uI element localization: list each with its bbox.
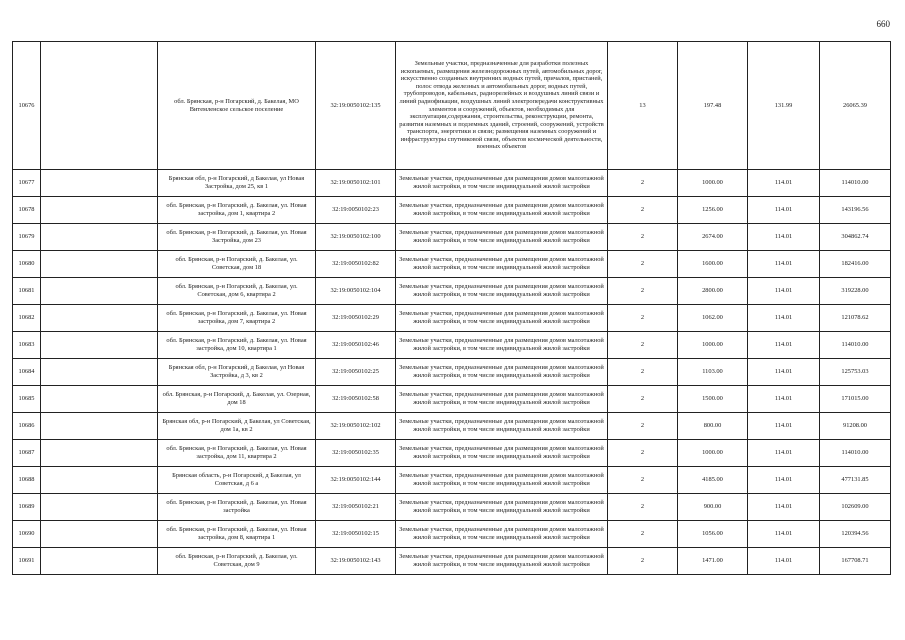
cell-code: 2 [608,413,678,440]
cell-rate: 114.01 [748,197,820,224]
cell-code: 2 [608,548,678,575]
cell-value: 304862.74 [820,224,891,251]
cell-empty [41,494,158,521]
cell-code: 2 [608,251,678,278]
cell-id: 10689 [13,494,41,521]
cell-area: 1471.00 [678,548,748,575]
cell-address: обл. Брянская, р-н Погарский, д. Бакелая, ул. Советская, дом 18 [158,251,316,278]
cell-area: 1256.00 [678,197,748,224]
cell-value: 125753.03 [820,359,891,386]
cell-value: 319228.00 [820,278,891,305]
cell-area: 4185.00 [678,467,748,494]
cell-address: обл. Брянская, р-н Погарский, д. Бакелая, ул. Новая застройка, дом 1, квартира 2 [158,197,316,224]
cell-empty [41,386,158,413]
cell-code: 2 [608,494,678,521]
cell-value: 143196.56 [820,197,891,224]
land-plots-table [12,41,891,575]
cell-id: 10683 [13,332,41,359]
cell-rate: 114.01 [748,413,820,440]
cell-cadastral: 32:19:0050102:135 [316,42,396,170]
table-row [13,197,891,224]
cell-cadastral: 32:19:0050102:101 [316,170,396,197]
cell-rate: 114.01 [748,440,820,467]
cell-address: обл. Брянская, р-н Погарский, д. Бакелая, ул. Новая застройка, дом 10, квартира 1 [158,332,316,359]
cell-rate: 114.01 [748,305,820,332]
cell-address: обл. Брянская, р-н Погарский, д. Бакелая, ул. Новая Застройка, дом 23 [158,224,316,251]
cell-cadastral: 32:19:0050102:46 [316,332,396,359]
cell-rate: 131.99 [748,42,820,170]
table-row [13,332,891,359]
cell-address: Брянская обл, р-н Погарский, д Бакелая, ул Советская, дом 1а, кв 2 [158,413,316,440]
cell-area: 2800.00 [678,278,748,305]
table-row [13,224,891,251]
cell-purpose: Земельные участки, предназначенные для размещения домов малоэтажной жилой застройки, в том числе индивидуальной жилой застройки [396,386,608,413]
cell-id: 10680 [13,251,41,278]
cell-code: 2 [608,278,678,305]
cell-purpose: Земельные участки, предназначенные для размещения домов малоэтажной жилой застройки, в том числе индивидуальной жилой застройки [396,440,608,467]
cell-id: 10679 [13,224,41,251]
cell-cadastral: 32:19:0050102:102 [316,413,396,440]
cell-purpose: Земельные участки, предназначенные для размещения домов малоэтажной жилой застройки, в том числе индивидуальной жилой застройки [396,197,608,224]
cell-purpose: Земельные участки, предназначенные для размещения домов малоэтажной жилой застройки, в том числе индивидуальной жилой застройки [396,332,608,359]
cell-value: 182416.00 [820,251,891,278]
cell-address: обл. Брянская, р-н Погарский, д. Бакелая, ул. Советская, дом 9 [158,548,316,575]
cell-cadastral: 32:19:0050102:25 [316,359,396,386]
cell-address: обл. Брянская, р-н Погарский, д. Бакелая, ул. Новая застройка, дом 7, квартира 2 [158,305,316,332]
cell-code: 2 [608,359,678,386]
cell-purpose: Земельные участки, предназначенные для размещения домов малоэтажной жилой застройки, в том числе индивидуальной жилой застройки [396,521,608,548]
cell-purpose: Земельные участки, предназначенные для размещения домов малоэтажной жилой застройки, в том числе индивидуальной жилой застройки [396,467,608,494]
table-row [13,386,891,413]
table-row [13,251,891,278]
cell-code: 2 [608,386,678,413]
cell-code: 2 [608,224,678,251]
cell-purpose: Земельные участки, предназначенные для разработки полезных ископаемых, размещения железнодорожных путей, автомобильных дорог, искусственно созданных внутренних водных путей, причалов, пристаней, полос отвода железных и автомобильных дорог, водных путей, трубопроводов, кабельных, радиорелейных и воздушных линий связи и линий радиофикации, воздушных линий электропередачи конструктивных элементов и сооружений, объектов, необходимых для эксплуатации,содержания, строительства, реконструкции, ремонта, развития наземных и подземных зданий, строений, сооружений, устройств транспорта, энергетики и связи; размещения наземных сооружений и инфраструктуры спутниковой связи, объектов космической деятельности, военных объектов [396,42,608,170]
cell-address: Брянская обл, р-н Погарский, д Бакелая, ул Новая Застройка, д 3, кв 2 [158,359,316,386]
cell-id: 10676 [13,42,41,170]
cell-cadastral: 32:19:0050102:144 [316,467,396,494]
cell-purpose: Земельные участки, предназначенные для размещения домов малоэтажной жилой застройки, в том числе индивидуальной жилой застройки [396,548,608,575]
cell-area: 1062.00 [678,305,748,332]
cell-cadastral: 32:19:0050102:23 [316,197,396,224]
cell-area: 197.48 [678,42,748,170]
cell-empty [41,548,158,575]
cell-empty [41,467,158,494]
cell-value: 171015.00 [820,386,891,413]
cell-area: 1500.00 [678,386,748,413]
cell-area: 800.00 [678,413,748,440]
cell-id: 10681 [13,278,41,305]
cell-code: 2 [608,170,678,197]
cell-empty [41,521,158,548]
table-row [13,413,891,440]
cell-address: обл. Брянская, р-н Погарский, д. Бакелая, МО Витемленское сельское поселение [158,42,316,170]
table-row [13,548,891,575]
cell-rate: 114.01 [748,278,820,305]
cell-rate: 114.01 [748,251,820,278]
cell-address: обл. Брянская, р-н Погарский, д. Бакелая, ул. Озерная, дом 18 [158,386,316,413]
cell-id: 10682 [13,305,41,332]
cell-address: обл. Брянская, р-н Погарский, д. Бакелая, ул. Новая застройка, дом 11, квартира 2 [158,440,316,467]
cell-id: 10678 [13,197,41,224]
cell-value: 102609.00 [820,494,891,521]
cell-rate: 114.01 [748,170,820,197]
cell-purpose: Земельные участки, предназначенные для размещения домов малоэтажной жилой застройки, в том числе индивидуальной жилой застройки [396,359,608,386]
table-row [13,278,891,305]
table-row [13,467,891,494]
cell-empty [41,305,158,332]
cell-address: обл. Брянская, р-н Погарский, д. Бакелая, ул. Новая застройка [158,494,316,521]
cell-cadastral: 32:19:0050102:143 [316,548,396,575]
cell-id: 10687 [13,440,41,467]
cell-purpose: Земельные участки, предназначенные для размещения домов малоэтажной жилой застройки, в том числе индивидуальной жилой застройки [396,305,608,332]
cell-area: 1000.00 [678,440,748,467]
cell-empty [41,42,158,170]
table-row [13,42,891,170]
cell-value: 121078.62 [820,305,891,332]
cell-id: 10684 [13,359,41,386]
cell-address: обл. Брянская, р-н Погарский, д. Бакелая, ул. Советская, дом 6, квартира 2 [158,278,316,305]
cell-purpose: Земельные участки, предназначенные для размещения домов малоэтажной жилой застройки, в том числе индивидуальной жилой застройки [396,413,608,440]
table-row [13,359,891,386]
cell-id: 10685 [13,386,41,413]
table-row [13,305,891,332]
cell-empty [41,170,158,197]
cell-code: 13 [608,42,678,170]
table-row [13,440,891,467]
cell-id: 10691 [13,548,41,575]
cell-cadastral: 32:19:0050102:100 [316,224,396,251]
cell-code: 2 [608,305,678,332]
cell-rate: 114.01 [748,386,820,413]
cell-code: 2 [608,521,678,548]
page-number: 660 [876,19,890,29]
cell-empty [41,359,158,386]
cell-code: 2 [608,467,678,494]
cell-area: 1000.00 [678,332,748,359]
cell-empty [41,197,158,224]
cell-empty [41,278,158,305]
cell-id: 10686 [13,413,41,440]
cell-cadastral: 32:19:0050102:104 [316,278,396,305]
cell-rate: 114.01 [748,224,820,251]
cell-purpose: Земельные участки, предназначенные для размещения домов малоэтажной жилой застройки, в том числе индивидуальной жилой застройки [396,251,608,278]
cell-empty [41,440,158,467]
cell-value: 120394.56 [820,521,891,548]
cell-empty [41,332,158,359]
table-row [13,494,891,521]
cell-code: 2 [608,440,678,467]
cell-area: 1600.00 [678,251,748,278]
cell-rate: 114.01 [748,467,820,494]
cell-rate: 114.01 [748,332,820,359]
cell-code: 2 [608,332,678,359]
cell-purpose: Земельные участки, предназначенные для размещения домов малоэтажной жилой застройки, в том числе индивидуальной жилой застройки [396,170,608,197]
cell-value: 91208.00 [820,413,891,440]
cell-purpose: Земельные участки, предназначенные для размещения домов малоэтажной жилой застройки, в том числе индивидуальной жилой застройки [396,494,608,521]
cell-cadastral: 32:19:0050102:82 [316,251,396,278]
cell-address: Брянская обл, р-н Погарский, д Бакелая, ул Новая Застройка, дом 25, кв 1 [158,170,316,197]
cell-area: 1103.00 [678,359,748,386]
cell-id: 10690 [13,521,41,548]
cell-cadastral: 32:19:0050102:15 [316,521,396,548]
cell-area: 1056.00 [678,521,748,548]
cell-purpose: Земельные участки, предназначенные для размещения домов малоэтажной жилой застройки, в том числе индивидуальной жилой застройки [396,278,608,305]
cell-address: обл. Брянская, р-н Погарский, д. Бакелая, ул. Новая застройка, дом 8, квартира 1 [158,521,316,548]
cell-cadastral: 32:19:0050102:58 [316,386,396,413]
cell-area: 2674.00 [678,224,748,251]
cell-rate: 114.01 [748,494,820,521]
cell-value: 114010.00 [820,440,891,467]
table-body [13,42,891,575]
cell-area: 1000.00 [678,170,748,197]
cell-address: Брянская область, р-н Погарский, д Бакелая, ул Советская, д 6 а [158,467,316,494]
table-row [13,170,891,197]
cell-value: 167708.71 [820,548,891,575]
cell-rate: 114.01 [748,359,820,386]
cell-area: 900.00 [678,494,748,521]
cell-id: 10688 [13,467,41,494]
cell-code: 2 [608,197,678,224]
cell-value: 26065.39 [820,42,891,170]
cell-empty [41,224,158,251]
cell-value: 477131.85 [820,467,891,494]
cell-value: 114010.00 [820,170,891,197]
cell-cadastral: 32:19:0050102:29 [316,305,396,332]
cell-rate: 114.01 [748,521,820,548]
cell-empty [41,413,158,440]
cell-cadastral: 32:19:0050102:35 [316,440,396,467]
table-row [13,521,891,548]
cell-value: 114010.00 [820,332,891,359]
cell-empty [41,251,158,278]
cell-id: 10677 [13,170,41,197]
cell-rate: 114.01 [748,548,820,575]
cell-purpose: Земельные участки, предназначенные для размещения домов малоэтажной жилой застройки, в том числе индивидуальной жилой застройки [396,224,608,251]
cell-cadastral: 32:19:0050102:21 [316,494,396,521]
